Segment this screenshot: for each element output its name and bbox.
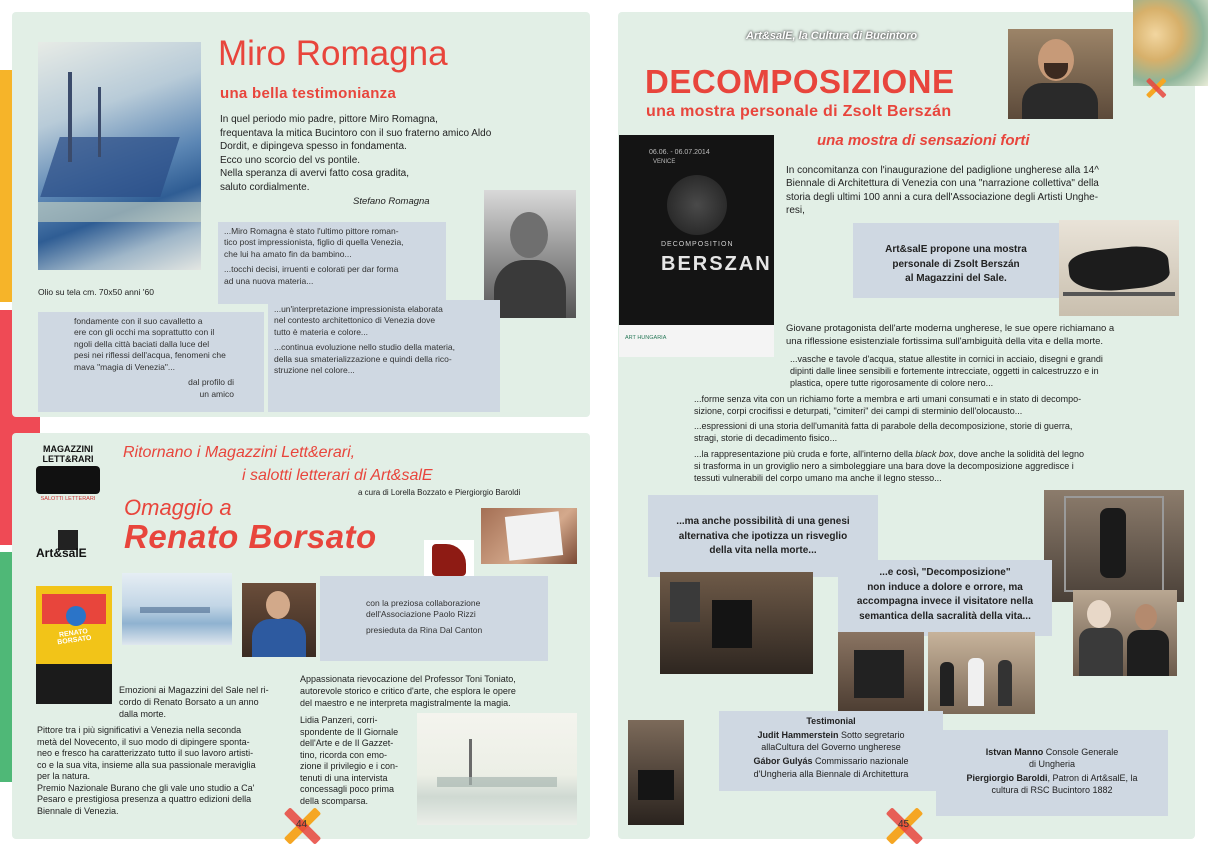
borsato-heading-2: i salotti letterari di Art&salE: [242, 467, 433, 484]
decomposizione-tagline: una mostra di sensazioni forti: [817, 132, 1030, 149]
borsato-speaker-photo: [242, 583, 316, 657]
decomposizione-subtitle: una mostra personale di Zsolt Berszán: [646, 103, 952, 120]
borsato-paragraph-2: Pittore tra i più significativi a Venezia nella seconda metà del Novecento, il suo modo di dipingere sponta- neo e fresco ha caratterizzato tutto il suo lavoro artisti- co e la sua vita, insieme alla sua passionale meraviglia per la natura. Premio Nazionale Burano che gli vale uno studio a Ca' Pesaro e prestigiosa presenza a quattro edizioni della Biennale di Venezia.: [37, 725, 256, 816]
body-block: ...vasche e tavole d'acqua, statue allestite in cornici in acciaio, disegni e grandi dipinti dalle linee sensibili e fortemente intrecciate, oggetti in calcestruzzo e in plastica, opere tutte rigorosamente di colore nero... ...forme senza vita con un richiamo forte a membra e arti umani consumati e in stato di decompo- sizione, corpi crocifissi e deturpati, "cimiteri" dei campi di sterminio dell'olocausto... ...espressioni di una storia dell'umanità fatta di parabole della decomposizione, storie di guerra, stragi, storie di decadimento fisico... ...la rappresentazione più cruda e forte, all'interno della black box, dove anche la solidità del legno si trasforma in un groviglio nero a simboleggiare una bara dove la decomposizione aggredisce i tessuti vulnerabili del corpo umano ma anche il legno stesso...: [694, 354, 1103, 483]
gallery-photo-1: [660, 572, 813, 674]
gallery-photo-4: [628, 720, 684, 825]
callout-genesi: ...ma anche possibilità di una genesi alternativa che ipotizza un risveglio della vita nella morte...: [648, 495, 878, 577]
miro-painting: [38, 42, 201, 270]
page-number-44: 44: [296, 819, 308, 830]
callout-sacralita: ...e così, "Decomposizione" non induce a dolore e orrore, ma accompagna invece il visitatore nella semantica della sacralità della vita...: [838, 560, 1052, 636]
callout-mostra: Art&salE propone una mostra personale di Zsolt Berszán al Magazzini del Sale.: [853, 223, 1059, 298]
borsato-omaggio: Omaggio a: [124, 495, 232, 520]
artist-photo: [1008, 29, 1113, 119]
miro-quote-1: ...Miro Romagna è stato l'ultimo pittore roman- tico post impressionista, figlio di quella Venezia, che lui ha amato fin da bambino... ...tocchi decisi, irruenti e colorati per dar forma ad una nuova materia...: [218, 222, 446, 304]
miro-portrait-photo: [484, 190, 576, 318]
body-lead: Giovane protagonista dell'arte moderna ungherese, le sue opere richiamano a una riflessione esistenziale fortissima sull'ambiguità della vita e della morte.: [786, 323, 1115, 347]
painting-caption: Olio su tela cm. 70x50 anni '60: [38, 287, 154, 298]
borsato-poster: RENATO BORSATO: [36, 586, 112, 704]
sculpture-photo: [1059, 220, 1179, 316]
miro-subtitle: una bella testimonianza: [220, 85, 397, 102]
decomposizione-title: DECOMPOSIZIONE: [645, 63, 955, 100]
gallery-photo-2: [838, 632, 924, 714]
borsato-heading-1: Ritornano i Magazzini Lett&erari,: [123, 444, 356, 461]
magazzini-logo: MAGAZZINI LETT&RARI SALOTTI LETTERARI: [36, 444, 100, 518]
corner-artwork: [1133, 0, 1208, 86]
testimonial-box-2: Istvan Manno Console Generale di Ungheria Piergiorgio Baroldi, Patron di Art&salE, la cultura di RSC Bucintoro 1882: [936, 730, 1168, 816]
borsato-watercolor: [122, 573, 232, 645]
borsato-sketch: [417, 713, 577, 825]
borsato-collab-box: con la preziosa collaborazione dell'Associazione Paolo Rizzi presieduta da Rina Dal Canton: [320, 576, 548, 661]
black-box-photo: [1044, 490, 1184, 602]
miro-quote-3: fondamente con il suo cavalletto a ere con gli occhi ma soprattutto con il ngoli della città baciati dalla luce del pesi nei riflessi dell'acqua, fenomeni che mava "magia di Venezia"... dal profilo di un amico: [38, 312, 264, 412]
borsato-paragraph-3: Appassionata rievocazione del Professor Toni Toniato, autorevole storico e critico d'arte, che esplora le opere del maestro e ne interpreta magistralmente la magia.: [300, 674, 516, 708]
gallery-photo-3: [928, 632, 1035, 714]
miro-letter: In quel periodo mio padre, pittore Miro Romagna, frequentava la mitica Bucintoro con il suo fraterno amico Aldo Dordit, e dipingeva spesso in fondamenta. Ecco uno scorcio del vs pontile. Nella speranza di avervi fatto cosa gradita, saluto cordialmente.: [220, 114, 492, 193]
decomposizione-intro: In concomitanza con l'inaugurazione del padiglione ungherese alla 14^ Biennale di Architettura di Venezia con una "narrazione collettiva" della storia degli ultimi 100 anni a cura dell'Associazione degli Artisti Unghe- resi,: [786, 165, 1099, 216]
borsato-name: Renato Borsato: [124, 518, 377, 555]
borsato-curated: a cura di Lorella Bozzato e Piergiorgio Baroldi: [358, 488, 521, 497]
testimonial-box-1: Testimonial Judit Hammerstein Sotto segretario allaCultura del Governo ungherese Gábor Gulyás Commissario nazionale d'Ungheria alla Biennale di Architettura: [719, 711, 943, 791]
miro-title: Miro Romagna: [218, 34, 448, 73]
page-number-45: 45: [898, 819, 910, 830]
miro-quote-2: ...un'interpretazione impressionista elaborata nel contesto architettonico di Venezia dove tutto è materia e colore... ...continua evoluzione nello studio della materia, della sua smaterializzazione e quindi della rico- struzione nel colore...: [268, 300, 500, 412]
borsato-paragraph-1: Emozioni ai Magazzini del Sale nel ri- cordo di Renato Borsato a un anno dalla morte.: [119, 685, 269, 719]
corner-x-icon: [1145, 77, 1167, 99]
artsale-logo: Art&salE: [36, 530, 104, 564]
miro-signature: Stefano Romagna: [353, 196, 430, 207]
magazzini-banner-photo: [481, 508, 577, 564]
berszan-poster: 06.06. - 06.07.2014 VENICE DECOMPOSITION BERSZAN ART HUNGARIA: [619, 135, 774, 357]
kicker: Art&salE, la Cultura di Bucintoro: [746, 30, 918, 42]
borsato-paragraph-4: Lidia Panzeri, corri- spondente de Il Giornale dell'Arte e de Il Gazzet- tino, ricorda con emo- zione il privilegio e i con- tenuti di una intervista concessagli poco prima della scomparsa.: [300, 715, 399, 806]
handshake-photo: [1073, 590, 1177, 676]
